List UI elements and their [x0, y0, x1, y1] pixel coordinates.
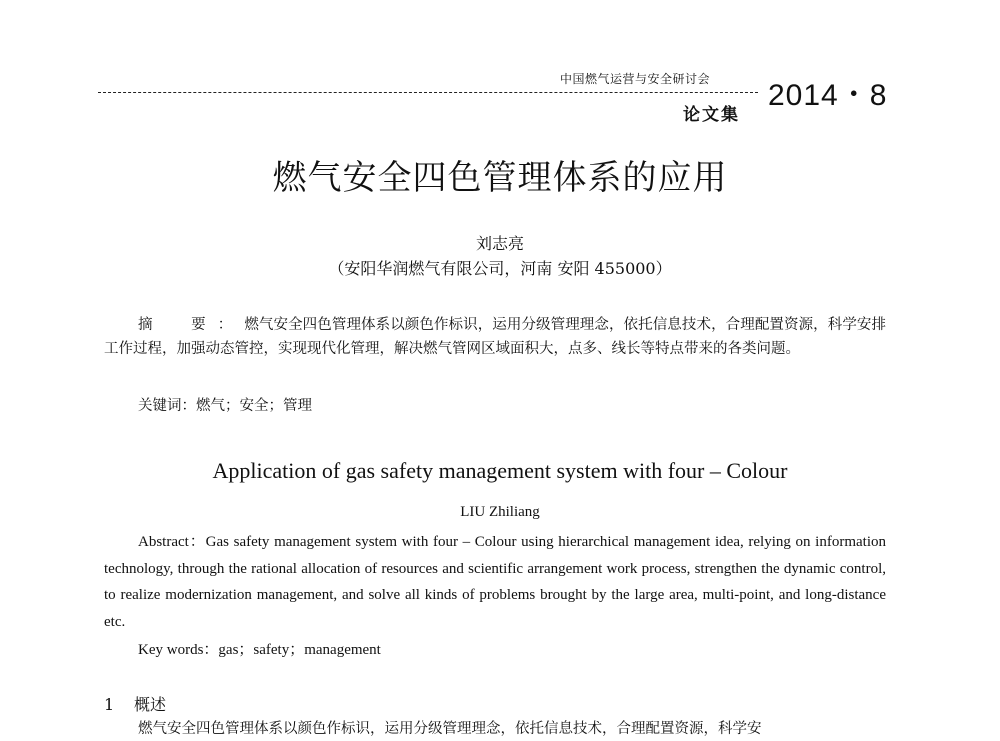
keywords-cn: 关键词：燃气；安全；管理 — [138, 398, 312, 414]
section-body-text: 燃气安全四色管理体系以颜色作标识，运用分级管理理念，依托信息技术，合理配置资源，科学安 — [138, 721, 762, 737]
abstract-cn-label: 摘 要： — [138, 317, 245, 333]
paper-title-cn: 燃气安全四色管理体系的应用 — [272, 158, 728, 198]
section-number: 1 — [104, 695, 115, 714]
header-rule — [98, 92, 758, 93]
section-heading — [104, 692, 166, 715]
abstract-cn — [104, 313, 886, 361]
issue-date: 2014・8 — [768, 79, 888, 112]
affiliation-cn: （安阳华润燃气有限公司，河南 安阳 455000） — [328, 259, 672, 278]
author-en: LIU Zhiliang — [460, 504, 540, 520]
abstract-en: Abstract：Gas safety management system with four – Colour using hierarchical management idea, relying on information technology, through the rational allocation of resources and scientific arrangement work process, strengthen the dynamic control, to realize modernization management, and solve all kinds of problems brought by the large area, multi-point, and long-distance etc. — [104, 534, 886, 630]
proceedings-label: 论文集 — [683, 105, 740, 125]
author-cn: 刘志亮 — [475, 234, 524, 253]
conference-name: 中国燃气运营与安全研讨会 — [560, 72, 711, 86]
abstract-cn-text: 燃气安全四色管理体系以颜色作标识，运用分级管理理念，依托信息技术，合理配置资源，科学安排工作过程，加强动态管控，实现现代化管理，解决燃气管网区域面积大，点多、线长等特点带来的各类问题。 — [104, 317, 886, 357]
paper-title-en: Application of gas safety management system with four – Colour — [212, 458, 788, 483]
section-title: 概述 — [134, 695, 167, 714]
keywords-en: Key words：gas；safety；management — [138, 642, 381, 658]
